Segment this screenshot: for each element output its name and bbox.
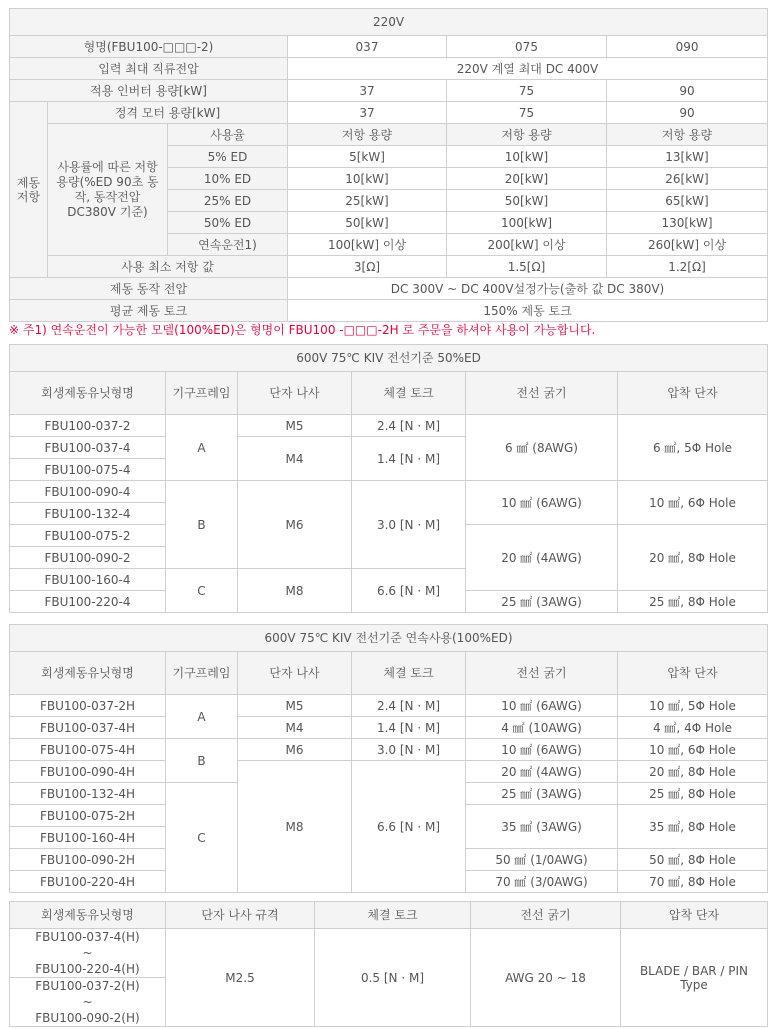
inverter-capacity-label: 적용 인버터 용량[kW] <box>10 80 288 102</box>
model-cell: FBU100-132-4H <box>10 783 166 805</box>
torque-header: 체결 토크 <box>352 652 466 695</box>
lug-header: 압착 단자 <box>618 652 768 695</box>
wire-header: 전선 굵기 <box>466 372 618 415</box>
resistance-value: 20[kW] <box>447 168 607 190</box>
table-title: 600V 75℃ KIV 전선기준 50%ED <box>10 345 768 372</box>
model-label: 형명(FBU100-□□□-2) <box>10 36 288 58</box>
wire-cell: 25 ㎟ (3AWG) <box>466 783 618 805</box>
model-range-sep: ~ <box>82 946 93 960</box>
lug-cell: 10 ㎟, 5Φ Hole <box>618 695 768 717</box>
motor-capacity-value: 37 <box>288 102 447 124</box>
frame-cell: C <box>166 569 238 613</box>
resistance-value: 260[kW] 이상 <box>607 234 768 256</box>
wire-cell: AWG 20 ~ 18 <box>471 929 621 1027</box>
model-cell: FBU100-160-4H <box>10 827 166 849</box>
torque-cell: 6.6 [N · M] <box>352 569 466 613</box>
terminal-cell: M6 <box>238 481 352 569</box>
model-range <box>10 978 166 1027</box>
model-cell: FBU100-075-2 <box>10 525 166 547</box>
inverter-capacity-value: 37 <box>288 80 447 102</box>
lug-cell: 35 ㎟, 8Φ Hole <box>618 805 768 849</box>
motor-capacity-value: 90 <box>607 102 768 124</box>
torque-cell: 1.4 [N · M] <box>352 717 466 739</box>
brake-voltage-value: DC 300V ~ DC 400V설정가능(출하 값 DC 380V) <box>288 278 768 300</box>
model-cell: FBU100-037-2H <box>10 695 166 717</box>
model-cell: FBU100-220-4 <box>10 591 166 613</box>
model-range-start: FBU100-037-2(H) <box>35 979 140 993</box>
resistance-value: 26[kW] <box>607 168 768 190</box>
terminal-header: 단자 나사 <box>238 372 352 415</box>
torque-cell: 3.0 [N · M] <box>352 739 466 761</box>
model-header: 회생제동유닛형명 <box>10 652 166 695</box>
usage-ed: 10% ED <box>168 168 288 190</box>
lug-cell: 4 ㎟, 4Φ Hole <box>618 717 768 739</box>
model-cell: FBU100-132-4 <box>10 503 166 525</box>
model-range <box>10 929 166 978</box>
resistance-value: 100[kW] <box>447 212 607 234</box>
model-value: 090 <box>607 36 768 58</box>
wire-cell: 4 ㎟ (10AWG) <box>466 717 618 739</box>
wire-cell: 20 ㎟ (4AWG) <box>466 525 618 591</box>
input-voltage-value: 220V 계열 최대 DC 400V <box>288 58 768 80</box>
model-header: 회생제동유닛형명 <box>10 902 166 929</box>
model-cell: FBU100-075-4 <box>10 459 166 481</box>
torque-cell: 3.0 [N · M] <box>352 481 466 569</box>
avg-torque-label: 평균 제동 토크 <box>10 300 288 322</box>
lug-cell: 25 ㎟, 8Φ Hole <box>618 783 768 805</box>
model-cell: FBU100-220-4H <box>10 871 166 893</box>
resistance-value: 13[kW] <box>607 146 768 168</box>
lug-cell: 25 ㎟, 8Φ Hole <box>618 591 768 613</box>
model-value: 037 <box>288 36 447 58</box>
resistance-header: 저항 용량 <box>288 124 447 146</box>
wire-header: 전선 굵기 <box>471 902 621 929</box>
min-resistance-value: 1.5[Ω] <box>447 256 607 278</box>
terminal-header: 단자 나사 <box>238 652 352 695</box>
usage-ed: 연속운전1) <box>168 234 288 256</box>
wiring-table-50ed <box>9 344 768 613</box>
table-title: 600V 75℃ KIV 전선기준 연속사용(100%ED) <box>10 625 768 652</box>
terminal-spec-header: 단자 나사 규격 <box>166 902 315 929</box>
lug-cell: 20 ㎟, 8Φ Hole <box>618 525 768 591</box>
brake-resistor-label: 제동 저항 <box>10 102 48 278</box>
torque-cell: 2.4 [N · M] <box>352 695 466 717</box>
input-voltage-label: 입력 최대 직류전압 <box>10 58 288 80</box>
resistance-value: 10[kW] <box>288 168 447 190</box>
wire-header: 전선 굵기 <box>466 652 618 695</box>
model-cell: FBU100-090-2 <box>10 547 166 569</box>
resistance-value: 50[kW] <box>288 212 447 234</box>
torque-cell: 1.4 [N · M] <box>352 437 466 481</box>
torque-cell: 0.5 [N · M] <box>315 929 471 1027</box>
model-cell: FBU100-037-4 <box>10 437 166 459</box>
lug-cell: 10 ㎟, 6Φ Hole <box>618 481 768 525</box>
lug-cell: 6 ㎟, 5Φ Hole <box>618 415 768 481</box>
model-cell: FBU100-090-4 <box>10 481 166 503</box>
resistance-header: 저항 용량 <box>447 124 607 146</box>
wire-cell: 25 ㎟ (3AWG) <box>466 591 618 613</box>
lug-header: 압착 단자 <box>621 902 768 929</box>
resistance-value: 200[kW] 이상 <box>447 234 607 256</box>
terminal-cell: M8 <box>238 569 352 613</box>
model-range-end: FBU100-090-2(H) <box>35 1011 140 1025</box>
control-terminal-table <box>9 901 768 1027</box>
wire-cell: 10 ㎟ (6AWG) <box>466 695 618 717</box>
terminal-cell: M5 <box>238 695 352 717</box>
min-resistance-label: 사용 최소 저항 값 <box>48 256 288 278</box>
resistance-value: 65[kW] <box>607 190 768 212</box>
model-cell: FBU100-160-4 <box>10 569 166 591</box>
frame-header: 기구프레임 <box>166 652 238 695</box>
usage-header: 사용율 <box>168 124 288 146</box>
wire-cell: 70 ㎟ (3/0AWG) <box>466 871 618 893</box>
torque-header: 체결 토크 <box>315 902 471 929</box>
resistance-value: 10[kW] <box>447 146 607 168</box>
inverter-capacity-value: 90 <box>607 80 768 102</box>
wiring-table-100ed <box>9 624 768 893</box>
brake-voltage-label: 제동 동작 전압 <box>10 278 288 300</box>
model-cell: FBU100-090-2H <box>10 849 166 871</box>
torque-cell: 2.4 [N · M] <box>352 415 466 437</box>
resistance-value: 25[kW] <box>288 190 447 212</box>
terminal-cell: M5 <box>238 415 352 437</box>
lug-cell: 50 ㎟, 8Φ Hole <box>618 849 768 871</box>
frame-cell: C <box>166 783 238 893</box>
resistance-value: 100[kW] 이상 <box>288 234 447 256</box>
model-cell: FBU100-037-4H <box>10 717 166 739</box>
terminal-cell: M6 <box>238 739 352 761</box>
wire-cell: 10 ㎟ (6AWG) <box>466 481 618 525</box>
resistance-value: 50[kW] <box>447 190 607 212</box>
terminal-spec-cell: M2.5 <box>166 929 315 1027</box>
spec-table-220v <box>9 8 768 322</box>
torque-header: 체결 토크 <box>352 372 466 415</box>
usage-description: 사용률에 따른 저항 용량(%ED 90초 동작, 동작전압 DC380V 기준) <box>48 124 168 256</box>
table-title: 220V <box>10 9 768 36</box>
torque-cell: 6.6 [N · M] <box>352 761 466 893</box>
lug-cell: BLADE / BAR / PIN Type <box>621 929 768 1027</box>
frame-header: 기구프레임 <box>166 372 238 415</box>
model-range-end: FBU100-220-4(H) <box>35 962 140 976</box>
min-resistance-value: 1.2[Ω] <box>607 256 768 278</box>
model-range-start: FBU100-037-4(H) <box>35 930 140 944</box>
frame-cell: A <box>166 695 238 739</box>
lug-cell: 20 ㎟, 8Φ Hole <box>618 761 768 783</box>
usage-ed: 50% ED <box>168 212 288 234</box>
frame-cell: A <box>166 415 238 481</box>
usage-ed: 5% ED <box>168 146 288 168</box>
lug-header: 압착 단자 <box>618 372 768 415</box>
motor-capacity-label: 정격 모터 용량[kW] <box>48 102 288 124</box>
model-header: 회생제동유닛형명 <box>10 372 166 415</box>
footnote: ※ 주1) 연속운전이 가능한 모델(100%ED)은 형명이 FBU100 -□□□-2H 로 주문을 하셔야 사용이 가능합니다. <box>9 323 596 337</box>
wire-cell: 20 ㎟ (4AWG) <box>466 761 618 783</box>
model-cell: FBU100-037-2 <box>10 415 166 437</box>
model-cell: FBU100-090-4H <box>10 761 166 783</box>
wire-cell: 10 ㎟ (6AWG) <box>466 739 618 761</box>
frame-cell: B <box>166 481 238 569</box>
resistance-value: 130[kW] <box>607 212 768 234</box>
wire-cell: 50 ㎟ (1/0AWG) <box>466 849 618 871</box>
resistance-header: 저항 용량 <box>607 124 768 146</box>
terminal-cell: M4 <box>238 437 352 481</box>
resistance-value: 5[kW] <box>288 146 447 168</box>
lug-cell: 70 ㎟, 8Φ Hole <box>618 871 768 893</box>
motor-capacity-value: 75 <box>447 102 607 124</box>
model-cell: FBU100-075-2H <box>10 805 166 827</box>
terminal-cell: M8 <box>238 761 352 893</box>
terminal-cell: M4 <box>238 717 352 739</box>
wire-cell: 6 ㎟ (8AWG) <box>466 415 618 481</box>
wire-cell: 35 ㎟ (3AWG) <box>466 805 618 849</box>
frame-cell: B <box>166 739 238 783</box>
model-range-sep: ~ <box>82 995 93 1009</box>
min-resistance-value: 3[Ω] <box>288 256 447 278</box>
lug-cell: 10 ㎟, 6Φ Hole <box>618 739 768 761</box>
model-value: 075 <box>447 36 607 58</box>
avg-torque-value: 150% 제동 토크 <box>288 300 768 322</box>
usage-ed: 25% ED <box>168 190 288 212</box>
inverter-capacity-value: 75 <box>447 80 607 102</box>
model-cell: FBU100-075-4H <box>10 739 166 761</box>
